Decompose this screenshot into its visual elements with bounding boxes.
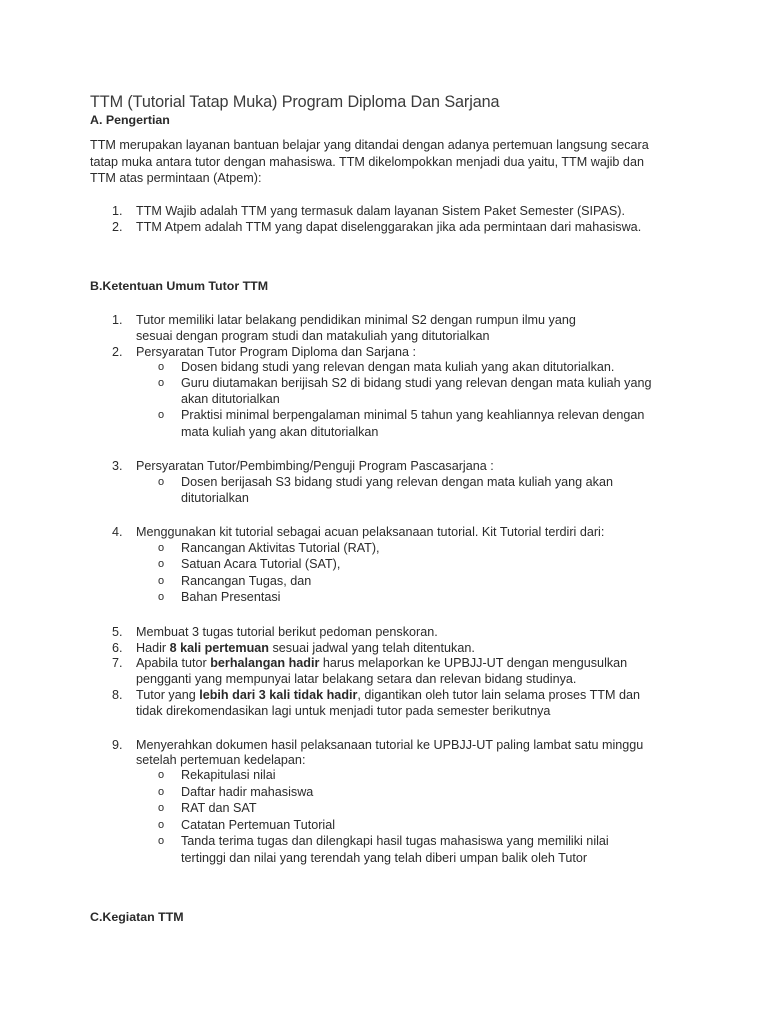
section-a-paragraph xyxy=(90,137,690,187)
item-number: 7. xyxy=(112,656,123,670)
sub-item-text: Rekapitulasi nilai xyxy=(181,768,276,782)
sub-item-text: RAT dan SAT xyxy=(181,801,257,815)
bullet-marker: o xyxy=(158,377,165,389)
emphasis-text: 8 kali pertemuan xyxy=(169,641,269,655)
item-number: 2. xyxy=(112,220,123,234)
bullet-marker: o xyxy=(158,476,165,488)
sub-item-text: Dosen bidang studi yang relevan dengan mata kuliah yang akan ditutorialkan. xyxy=(181,360,615,374)
item-number: 5. xyxy=(112,625,123,639)
sub-item-text: Catatan Pertemuan Tutorial xyxy=(181,818,336,832)
bullet-marker: o xyxy=(158,558,165,570)
item-number: 8. xyxy=(112,688,123,702)
item-text xyxy=(136,687,640,704)
item-number: 1. xyxy=(112,204,123,218)
paragraph-line: TTM merupakan layanan bantuan belajar yang ditandai dengan adanya pertemuan langsung secara xyxy=(90,138,649,152)
bullet-marker: o xyxy=(158,786,165,798)
section-a-heading: A. Pengertian xyxy=(90,113,170,127)
item-text-continued: sesuai dengan program studi dan matakuliah yang ditutorialkan xyxy=(136,329,490,343)
section-b-heading: B.Ketentuan Umum Tutor TTM xyxy=(90,279,269,293)
item-text-part: harus melaporkan ke UPBJJ-UT dengan mengusulkan xyxy=(319,656,628,670)
bullet-marker: o xyxy=(158,542,165,554)
item-text: Menyerahkan dokumen hasil pelaksanaan tutorial ke UPBJJ-UT paling lambat satu minggu xyxy=(136,738,644,752)
item-number: 3. xyxy=(112,459,123,473)
sub-item-text-continued: akan ditutorialkan xyxy=(181,392,280,406)
item-text: TTM Wajib adalah TTM yang termasuk dalam layanan Sistem Paket Semester (SIPAS). xyxy=(136,204,626,218)
bullet-marker: o xyxy=(158,819,165,831)
bullet-marker: o xyxy=(158,802,165,814)
item-number: 6. xyxy=(112,641,123,655)
bullet-marker: o xyxy=(158,575,165,587)
sub-item-text: Praktisi minimal berpengalaman minimal 5 tahun yang keahliannya relevan dengan xyxy=(181,408,645,422)
sub-item-text: Satuan Acara Tutorial (SAT), xyxy=(181,557,341,571)
bullet-marker: o xyxy=(158,361,165,373)
bullet-marker: o xyxy=(158,769,165,781)
sub-item-text-continued: tertinggi dan nilai yang terendah yang telah diberi umpan balik oleh Tutor xyxy=(181,851,588,865)
bullet-marker: o xyxy=(158,591,165,603)
sub-item-text-continued: ditutorialkan xyxy=(181,491,249,505)
sub-item-text: Guru diutamakan berijisah S2 di bidang studi yang relevan dengan mata kuliah yang xyxy=(181,376,652,390)
item-number: 2. xyxy=(112,345,123,359)
item-text xyxy=(136,655,627,672)
item-text-part: sesuai jadwal yang telah ditentukan. xyxy=(269,641,475,655)
item-text-part: Hadir xyxy=(136,641,170,655)
item-text: Persyaratan Tutor Program Diploma dan Sarjana : xyxy=(136,345,416,359)
sub-item-text: Tanda terima tugas dan dilengkapi hasil tugas mahasiswa yang memiliki nilai xyxy=(181,834,609,848)
paragraph-line: tatap muka antara tutor dengan mahasiswa. TTM dikelompokkan menjadi dua yaitu, TTM wajib dan xyxy=(90,154,644,169)
bullet-marker: o xyxy=(158,835,165,847)
emphasis-text: berhalangan hadir xyxy=(210,656,320,670)
item-text-continued: tidak direkomendasikan lagi untuk menjadi tutor pada semester berikutnya xyxy=(136,704,551,718)
item-text: Membuat 3 tugas tutorial berikut pedoman penskoran. xyxy=(136,625,438,639)
item-text: Menggunakan kit tutorial sebagai acuan pelaksanaan tutorial. Kit Tutorial terdiri dari: xyxy=(136,525,605,539)
item-number: 4. xyxy=(112,525,123,539)
sub-item-text: Dosen berijasah S3 bidang studi yang relevan dengan mata kuliah yang akan xyxy=(181,475,613,489)
item-text-part: Apabila tutor xyxy=(136,656,211,670)
sub-item-text: Rancangan Tugas, dan xyxy=(181,574,312,588)
section-c-heading: C.Kegiatan TTM xyxy=(90,910,184,924)
document-title: TTM (Tutorial Tatap Muka) Program Diploma Dan Sarjana xyxy=(90,93,500,111)
item-text: Persyaratan Tutor/Pembimbing/Penguji Program Pascasarjana : xyxy=(136,459,494,473)
emphasis-text: lebih dari 3 kali tidak hadir xyxy=(199,688,358,702)
item-text: TTM Atpem adalah TTM yang dapat diselenggarakan jika ada permintaan dari mahasiswa. xyxy=(136,220,642,234)
bullet-marker: o xyxy=(158,409,165,421)
paragraph-line: TTM atas permintaan (Atpem): xyxy=(90,171,262,186)
sub-item-text: Daftar hadir mahasiswa xyxy=(181,785,314,799)
item-number: 1. xyxy=(112,313,123,327)
sub-item-text: Rancangan Aktivitas Tutorial (RAT), xyxy=(181,541,380,555)
item-text: Tutor memiliki latar belakang pendidikan minimal S2 dengan rumpun ilmu yang xyxy=(136,313,576,327)
item-text-part: , digantikan oleh tutor lain selama proses TTM dan xyxy=(357,688,641,702)
item-text-part: Tutor yang xyxy=(136,688,200,702)
item-number: 9. xyxy=(112,738,123,752)
sub-item-text-continued: mata kuliah yang akan ditutorialkan xyxy=(181,425,379,439)
sub-item-text: Bahan Presentasi xyxy=(181,590,281,604)
item-text-continued: setelah pertemuan kedelapan: xyxy=(136,753,306,767)
item-text-continued: pengganti yang mempunyai latar belakang setara dan relevan bidang studinya. xyxy=(136,672,577,686)
